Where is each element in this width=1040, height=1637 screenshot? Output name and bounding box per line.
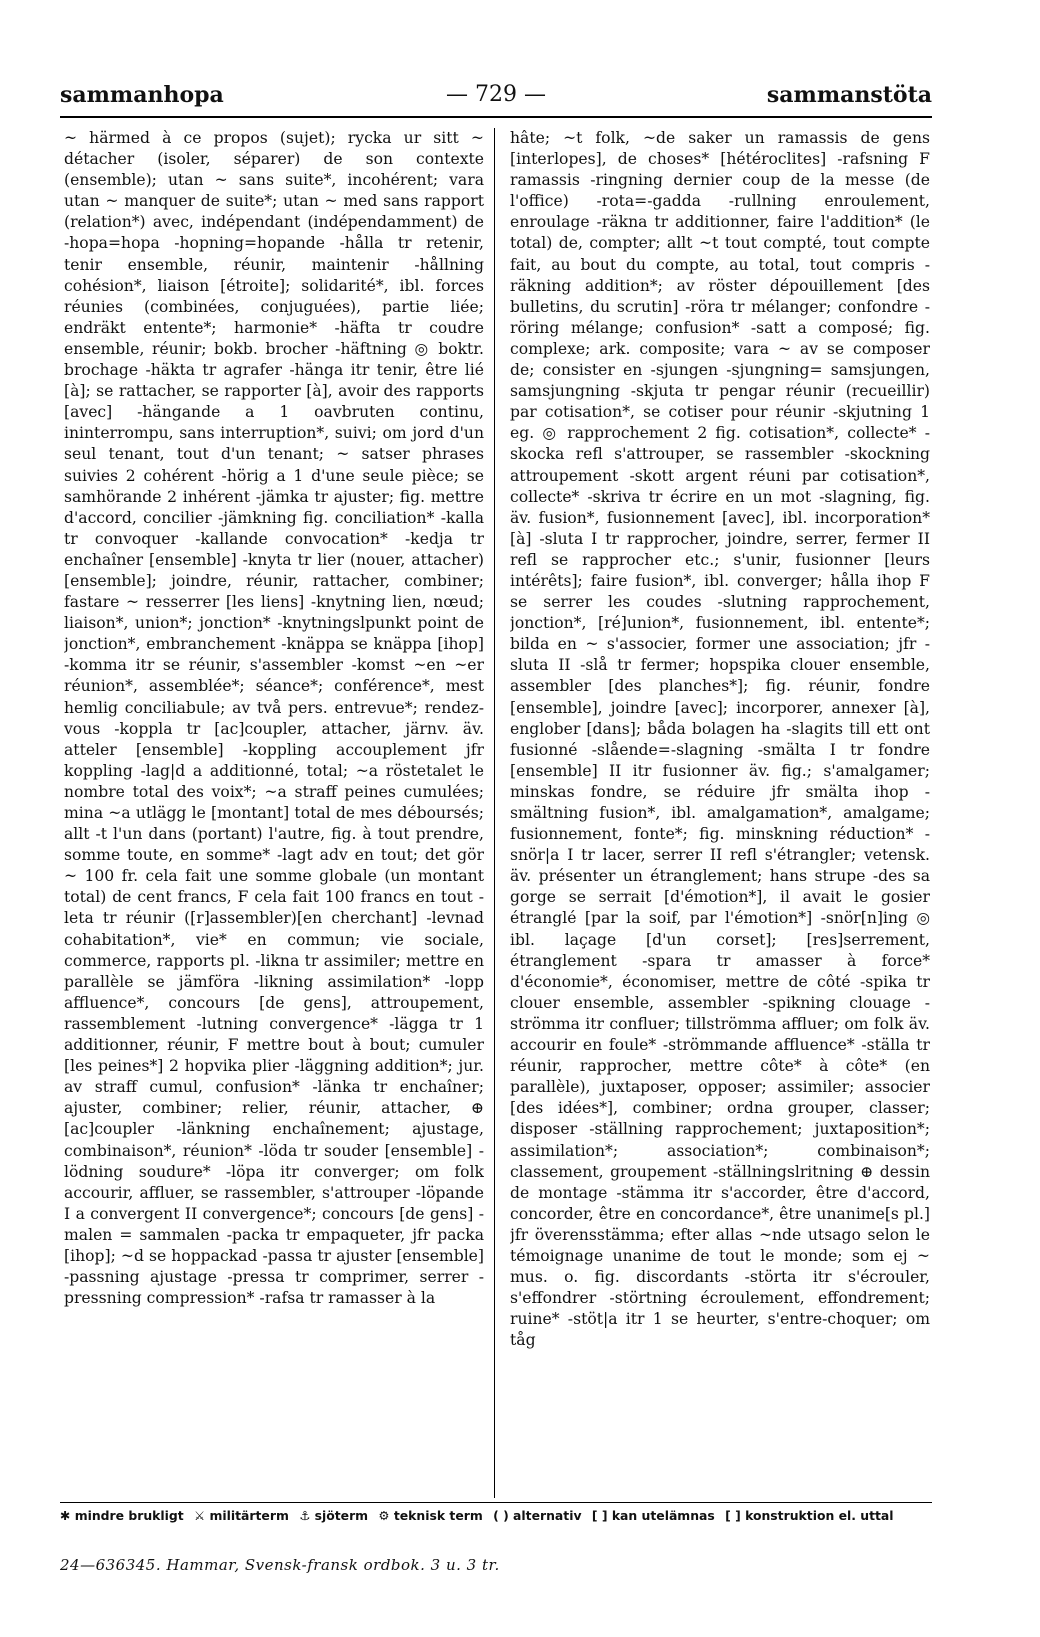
left-column <box>64 128 484 1498</box>
legend-obsolete: ✱ mindre brukligt <box>60 1508 184 1523</box>
column-divider <box>494 128 495 1498</box>
printer-imprint: 24—636345. Hammar, Svensk-fransk ordbok. 3 u. 3 tr. <box>60 1556 500 1574</box>
right-column <box>510 128 930 1498</box>
header-left-guide-word: sammanhopa <box>60 82 224 108</box>
two-column-body <box>60 128 932 1498</box>
left-column-text: ~ härmed à ce propos (sujet); rycka ur sitt ~ détacher (isoler, séparer) de son contexte (ensemble); utan ~ sans suite*, incohérent; vara utan ~ manquer de suite*; utan ~ med sans rapport (relation*) avec, indépendant (indépendamment) de -hopa=hopa -hopning=hopande -hålla tr retenir, tenir ensemble, réunir, maintenir -hållning cohésion*, liaison [étroite]; solidarité*, ibl. forces réunies (combinées, conjuguées), partie liée; endräkt entente*; harmonie* -häfta tr coudre ensemble, réunir; bokb. brocher -häftning ◎ boktr. brochage -häkta tr agrafer -hänga itr tenir, être lié [à]; se rattacher, se rapporter [à], avoir des rapports [avec] -hängande a 1 oavbruten continu, ininterrompu, sans interruption*, suivi; om jord d'un seul tenant, tout d'un tenant; ~ satser phrases suivies 2 cohérent -hörig a 1 d'une seule pièce; se samhörande 2 inhérent -jämka tr ajuster; fig. mettre d'accord, concilier -jämkning fig. conciliation* -kalla tr convoquer -kallande convocation* -kedja tr enchaîner [ensemble] -knyta tr lier (nouer, attacher) [ensemble]; joindre, réunir, rattacher, combiner; fastare ~ resserrer [les liens] -knytning lien, nœud; liaison*, union*; jonction* -knytningslpunkt point de jonction*, embranchement -knäppa se knäppa [ihop] -komma itr se réunir, s'assembler -komst ~en ~er réunion*, assemblée*; séance*; conférence*, mest hemlig conciliabule; av två pers. entrevue*; rendez-vous -koppla tr [ac]coupler, attacher, järnv. äv. atteler [ensemble] -koppling accouplement jfr koppling -lag|d a additionné, total; ~a röstetalet le nombre total des voix*; ~a straff peines cumulées; mina ~a utlägg le [montant] total de mes déboursés; allt -t l'un dans (portant) l'autre, fig. à tout prendre, somme toute, en somme* -lagt adv en tout; det gör ~ 100 fr. cela fait une somme globale (un montant total) de cent francs, F cela fait 100 francs en tout -leta tr réunir ([r]assembler)[en cherchant] -levnad cohabitation*, vie* en commun; vie sociale, commerce, rapports pl. -likna tr assimiler; mettre en parallèle se jämföra -likning assimilation* -lopp affluence*, concours [de gens], attroupement, rassemblement -lutning convergence* -lägga tr 1 additionner, réunir, F mettre bout à bout; cumuler [les peines*] 2 hopvika plier -läggning addition*; jur. av straff cumul, confusion* -länka tr enchaîner; ajuster, combiner; relier, réunir, attacher, ⊕ [ac]coupler -länkning enchaînement; ajustage, combinaison*, réunion* -löda tr souder [ensemble] -lödning soudure* -löpa itr converger; om folk accourir, affluer, se rassembler, s'attrouper -löpande I a convergent II convergence*; concours [de gens] -malen = sammalen -packa tr empaqueter, jfr packa [ihop]; ~d se hoppackad -passa tr ajuster [ensemble] -passning ajustage -pressa tr comprimer, serrer -pressning compression* -rafsa tr ramasser à la <box>64 129 484 1308</box>
legend-technical: ⚙ teknisk term <box>378 1508 483 1523</box>
footer-rule <box>60 1502 932 1503</box>
legend-construction: [ ] konstruktion el. uttal <box>725 1508 894 1523</box>
legend-nautical: ⚓ sjöterm <box>299 1508 369 1523</box>
legend-optional: [ ] kan utelämnas <box>591 1508 715 1523</box>
symbol-legend <box>60 1508 932 1532</box>
legend-alternative: ( ) alternativ <box>493 1508 582 1523</box>
running-header <box>60 82 932 118</box>
legend-military: ⚔ militärterm <box>194 1508 289 1523</box>
page-number: — 729 — <box>446 82 546 107</box>
right-column-text: hâte; ~t folk, ~de saker un ramassis de gens [interlopes], de choses* [hétéroclites] -rafsning F ramassis -ringning dernier coup de la messe (de l'office) -rota=-gadda -rullning enroulement, enroulage -räkna tr additionner, faire l'addition* (le total) de, compter; allt ~t tout compté, tout compte fait, au bout du compte, au total, tout compris -räkning addition*; av röster dépouillement [des bulletins, du scrutin] -röra tr mélanger; confondre -röring mélange; confusion* -satt a composé; fig. complexe; ark. composite; vara ~ av se composer de; consister en -sjungen -sjungning= samsjungen, samsjungning -skjuta tr pengar réunir (recueillir) par cotisation*, se cotiser pour réunir -skjutning 1 eg. ◎ rapprochement 2 fig. cotisation*, collecte* -skocka refl s'attrouper, se rassembler -skockning attroupement -skott argent réuni par cotisation*, collecte* -skriva tr écrire en un mot -slagning, fig. äv. fusion*, fusionnement [avec], ibl. incorporation* [à] -sluta I tr rapprocher, joindre, serrer, fermer II refl se rapprocher etc.; s'unir, fusionner [leurs intérêts]; faire fusion*, ibl. converger; hålla ihop F se serrer les coudes -slutning rapprochement, jonction*, [ré]union*, fusionnement, ibl. entente*; bilda en ~ s'associer, former une association; jfr -sluta II -slå tr fermer; hopspika clouer ensemble, assembler [des planches*]; fig. réunir, fondre [ensemble], joindre [avec]; incorporer, annexer [à], englober [dans]; båda bolagen ha -slagits till ett ont fusionné -slående=-slagning -smälta I tr fondre [ensemble] II itr fusionner äv. fig.; s'amalgamer; minskas fondre, se réduire jfr smälta ihop -smältning fusion*, ibl. amalgamation*, amalgame; fusionnement, fonte*; fig. minskning réduction* -snör|a I tr lacer, serrer II refl s'étrangler; vetensk. äv. présenter un étranglement; hans strupe -des sa gorge se serrait [d'émotion*], il avait le gosier étranglé [par la soif, par l'émotion*] -snör[n]ing ◎ ibl. laçage [d'un corset]; [res]serrement, étranglement -spara tr amasser à force* d'économie*, économiser, mettre de côté -spika tr clouer ensemble, assembler -spikning clouage -strömma itr confluer; tillströmma affluer; om folk äv. accourir en foule* -strömmande affluence* -ställa tr réunir, rapprocher, mettre côte* à côte* (en parallèle), juxtaposer, opposer; assimiler; associer [des idées*], combiner; ordna grouper, classer; disposer -ställning rapprochement; juxtaposition*; assimilation*; association*; combinaison*; classement, groupement -ställningslritning ⊕ dessin de montage -stämma itr s'accorder, être d'accord, concorder, être en concordance*, être unanime[s pl.] jfr överensstämma; efter allas ~nde utsago selon le témoignage unanime de tout le monde; som ej ~ mus. o. fig. discordants -störta itr s'écrouler, s'effondrer -störtning écroulement, effondrement; ruine* -stöt|a itr 1 se heurter, s'entre-choquer; om tåg <box>510 129 930 1350</box>
header-right-guide-word: sammanstöta <box>766 82 932 108</box>
